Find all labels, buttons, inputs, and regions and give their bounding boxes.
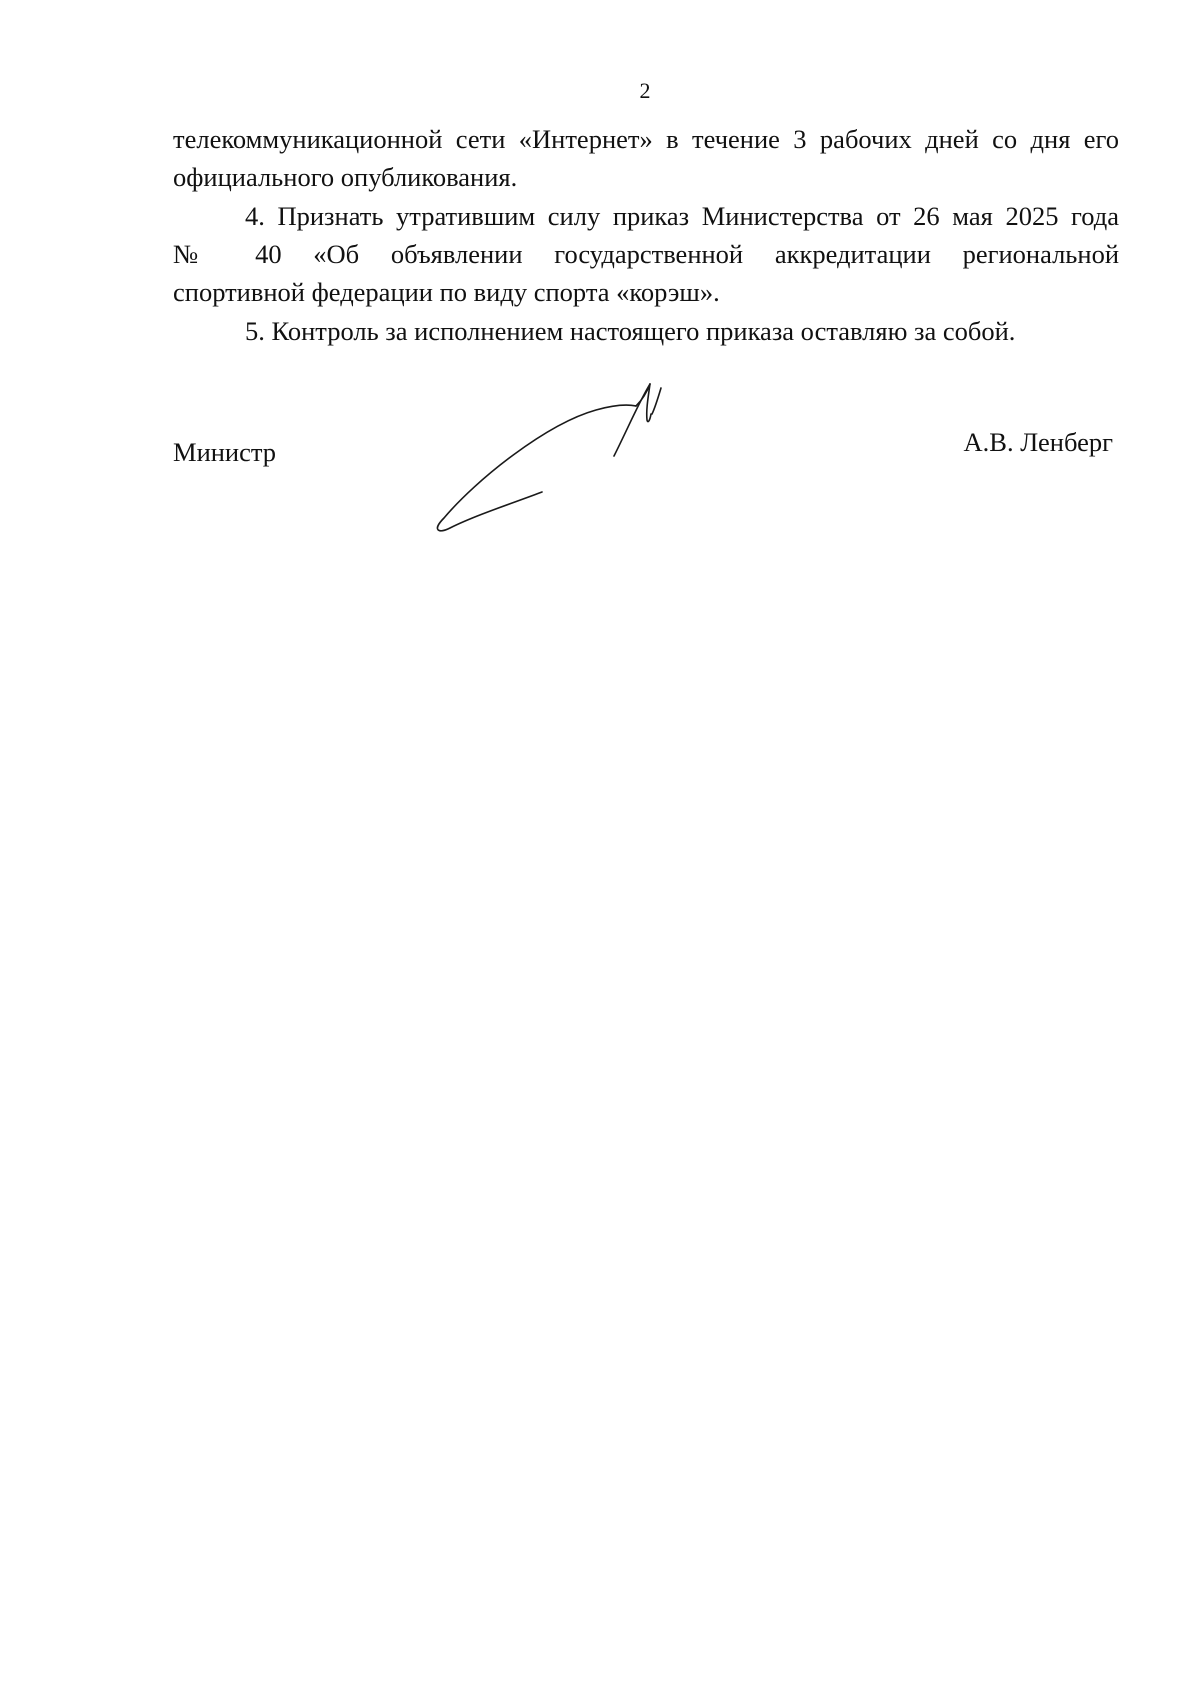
paragraph-item-5 — [173, 312, 1119, 350]
text-line: спортивной федерации по виду спорта «корэш». — [173, 277, 720, 307]
text-line: № 40 «Об объявлении государственной аккредитации региональной — [173, 239, 1119, 269]
text-line: телекоммуникационной сети «Интернет» в течение 3 рабочих дней со дня его — [173, 124, 1119, 154]
signer-name: А.В. Ленберг — [963, 427, 1113, 457]
text-line: 5. Контроль за исполнением настоящего приказа оставляю за собой. — [245, 316, 1016, 346]
paragraph-item-4 — [173, 197, 1119, 311]
text-line: официального опубликования. — [173, 162, 518, 192]
document-body — [173, 120, 1119, 350]
paragraph-continuation — [173, 120, 1119, 196]
text-line: 4. Признать утратившим силу приказ Министерства от 26 мая 2025 года — [245, 201, 1119, 231]
page-number: 2 — [639, 78, 651, 103]
handwritten-signature-icon — [436, 380, 726, 540]
signer-position: Министр — [173, 437, 277, 467]
